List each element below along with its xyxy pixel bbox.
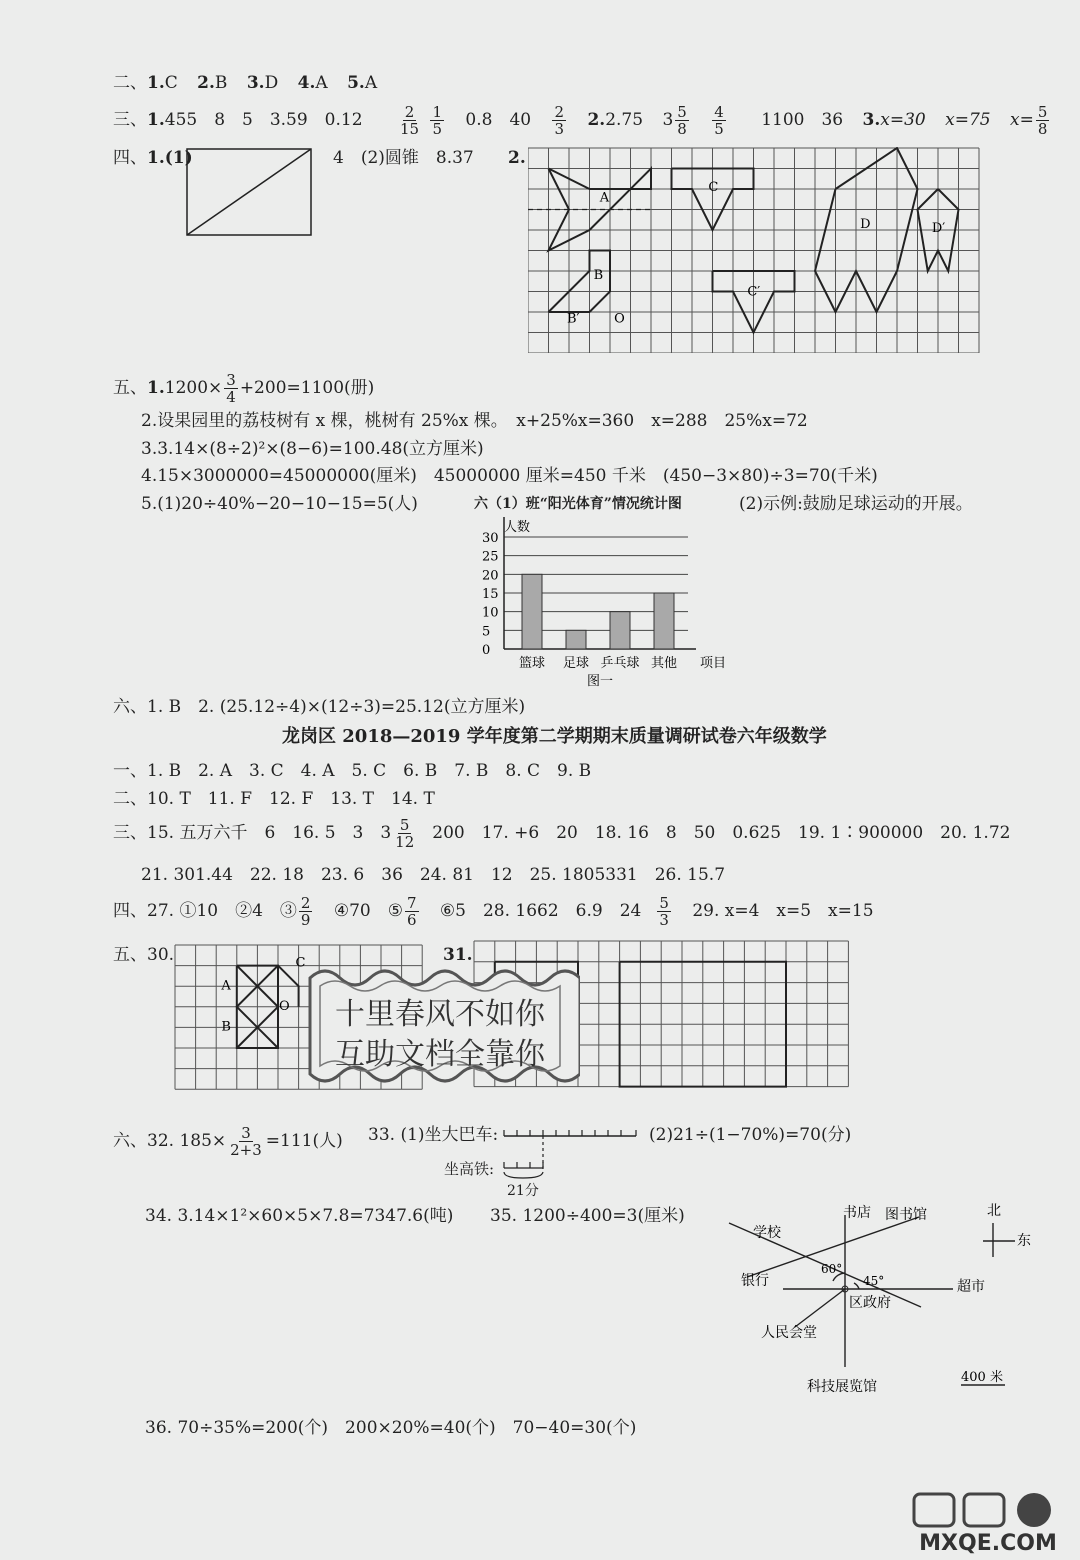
x-axis-label: 项目 (700, 656, 727, 671)
section-3-line (113, 102, 1051, 138)
answer: A (364, 73, 378, 93)
qnum: 2. (508, 148, 526, 168)
answer: 六、32. 185× (113, 1131, 227, 1151)
fraction: $\frac{2}{15}$ (399, 103, 420, 138)
answer: 3 (662, 110, 674, 130)
p2-row-5 (113, 892, 874, 930)
answer: 三、15. 五万六千 6 16. 5 3 3 (113, 823, 392, 843)
answer: ④70 ⑤ (333, 901, 403, 921)
section-label: 六、 (113, 697, 147, 717)
map-label-xuexiao: 学校 (753, 1225, 781, 1241)
answer: x=75 (945, 110, 991, 130)
qnum: 2. (587, 110, 606, 130)
y-tick-label: 30 (482, 531, 499, 546)
answer: x= (1010, 110, 1034, 130)
map-label-chaoshi: 超市 (957, 1279, 985, 1295)
label-30-O: O (279, 998, 290, 1014)
angle-45: 45° (863, 1274, 885, 1288)
section-5-line-3: 3.3.14×(8÷2)²×(8−6)=100.48(立方厘米) (141, 439, 484, 459)
expr: +200=1100(册) (239, 378, 375, 398)
answer: A (315, 73, 328, 93)
p2-row-8a: 34. 3.14×1²×60×5×7.8=7347.6(吨) (145, 1206, 454, 1226)
answer: 1100 36 (761, 110, 844, 130)
p2-row-2: 二、10. T 11. F 12. F 13. T 14. T (113, 789, 435, 809)
section-6-line (113, 696, 525, 718)
y-tick-label: 15 (482, 587, 499, 602)
answer: =111(人) (265, 1131, 343, 1151)
answer: 29. x=4 x=5 x=15 (692, 901, 874, 921)
y-tick-label: 10 (482, 605, 499, 621)
fraction: $\frac{2}{3}$ (554, 103, 565, 138)
bar (610, 612, 630, 649)
y-tick-label: 25 (482, 549, 499, 565)
bar (654, 593, 674, 649)
qnum: 1.(1) (147, 148, 193, 168)
label-B: B (593, 268, 604, 284)
p2-row-1: 一、1. B 2. A 3. C 4. A 5. C 6. B 7. B 8. C 9. B (113, 761, 592, 781)
section-label: 二、 (113, 73, 147, 93)
answer: ⑥5 28. 1662 6.9 24 (439, 901, 642, 921)
fraction: $\frac{1}{5}$ (432, 103, 442, 138)
chart-title: 六（1）班“阳光体育”情况统计图 (474, 496, 682, 512)
map-label-east: 东 (1017, 1233, 1031, 1249)
map-label-quzhengfu: 区政府 (849, 1295, 891, 1311)
section-4-line (113, 147, 193, 169)
label-Cp: C′ (747, 284, 761, 300)
bus-label: 33. (1)坐大巴车: (368, 1125, 499, 1145)
bar (566, 630, 586, 649)
fraction: $\frac{5}{8}$ (677, 103, 687, 138)
answer: 455 8 5 3.59 0.12 (164, 110, 363, 130)
site-logo (900, 1490, 1070, 1556)
section-5-line-4: 4.15×3000000=45000000(厘米) 45000000 厘米=450 千米 (450−3×80)÷3=70(千米) (141, 466, 878, 486)
fraction: $\frac{5}{8}$ (1037, 103, 1048, 138)
transformation-grid (528, 147, 988, 353)
y-axis-label: 人数 (504, 520, 531, 535)
p2-row-4: 21. 301.44 22. 18 23. 6 36 24. 81 12 25. 1805331 26. 15.7 (141, 865, 726, 885)
section-label: 四、 (113, 148, 147, 168)
exam-title: 龙岗区 2018—2019 学年度第二学期期末质量调研试卷六年级数学 (282, 726, 827, 747)
answer: 200 17. +6 20 18. 16 8 50 0.625 19. 1∶900000 20. 1.72 (432, 823, 1011, 843)
qnum: 1. (147, 110, 165, 130)
answer: x=30 (880, 110, 926, 130)
p2-row-3 (113, 815, 1010, 851)
section-5-line-1 (113, 370, 374, 406)
label-Dp: D′ (931, 221, 946, 237)
map-label-tushuguan: 图书馆 (885, 1207, 927, 1223)
label-Bp: B′ (566, 311, 580, 327)
fraction: $\frac{5}{12}$ (395, 816, 415, 851)
label-D: D (860, 216, 871, 232)
fraction: $\frac{7}{6}$ (406, 894, 417, 929)
qnum: 1. (147, 378, 165, 398)
p2-row-8b: 35. 1200÷400=3(厘米) (490, 1206, 685, 1226)
qnum: 3. (246, 73, 265, 93)
chart-caption: 图一 (586, 674, 614, 687)
section-2-line (113, 72, 377, 94)
answer: D (264, 73, 279, 93)
cone-answer: 4 (2)圆锥 8.37 (333, 148, 474, 168)
answer: B (214, 73, 228, 93)
expr: 1200× (164, 378, 223, 398)
answer: 1. B 2. (25.12÷4)×(12÷3)=25.12(立方厘米) (147, 697, 526, 717)
minutes-label: 21分 (507, 1183, 539, 1199)
label-A: A (599, 190, 610, 206)
y-tick-label: 5 (482, 624, 491, 640)
answer: C (164, 73, 178, 93)
label-30-A: A (221, 978, 231, 994)
label-C: C (708, 180, 719, 196)
qnum: 4. (297, 73, 316, 93)
qnum: 5. (347, 73, 365, 93)
x-tick-label: 足球 (562, 656, 590, 671)
bar (522, 574, 542, 649)
label-30-B: B (221, 1019, 231, 1035)
rectangle-diagonal-figure (186, 148, 312, 236)
stamp-line-2: 互助文档全靠你 (335, 1037, 545, 1072)
x-tick-label: 其他 (650, 656, 678, 671)
answer: 四、27. ①10 ②4 ③ (113, 901, 297, 921)
x-tick-label: 乒乓球 (600, 656, 640, 671)
p2-row-6: 五、30. (113, 945, 175, 965)
site-logo-text: MXQE.COM (919, 1531, 1057, 1556)
map-label-yinhang: 银行 (741, 1273, 769, 1289)
x-tick-label: 篮球 (518, 656, 546, 671)
y-tick-label: 20 (482, 568, 499, 584)
answer: 2.75 (605, 110, 644, 130)
fraction: $\frac{2}{9}$ (300, 894, 311, 929)
map-label-north: 北 (987, 1203, 1001, 1219)
y-tick-label: 0 (482, 643, 491, 658)
map-label-keji: 科技展览馆 (807, 1379, 877, 1395)
direction-map (725, 1195, 1045, 1405)
angle-60: 60° (821, 1262, 843, 1276)
section-5-line-5: 5.(1)20÷40%−20−10−15=5(人) (141, 494, 418, 514)
section-5-line-5b: (2)示例:鼓励足球运动的开展。 (739, 494, 973, 514)
p2-row-9: 36. 70÷35%=200(个) 200×20%=40(个) 70−40=30(个) (145, 1418, 637, 1438)
qnum: 2. (197, 73, 215, 93)
map-label-shudian: 书店 (843, 1205, 871, 1221)
fraction: $\frac{5}{3}$ (659, 894, 669, 929)
stamp-watermark (300, 960, 580, 1092)
ratio-answer: (2)21÷(1−70%)=70(分) (649, 1125, 852, 1145)
section-label: 三、 (113, 110, 147, 130)
fraction: $\frac{3}{2+3}$ (230, 1124, 262, 1159)
section-5-line-2: 2.设果园里的荔枝树有 x 棵，桃树有 25%x 棵。 x+25%x=360 x=288 25%x=72 (141, 411, 808, 431)
qnum: 3. (862, 110, 881, 130)
bar-chart (470, 512, 740, 687)
map-label-renmin: 人民会堂 (761, 1325, 817, 1341)
label-O: O (614, 311, 625, 327)
label-30-C: C (295, 955, 306, 971)
map-scale: 400 米 (961, 1370, 1003, 1385)
fraction: $\frac{4}{5}$ (714, 103, 724, 138)
section-label: 五、 (113, 378, 147, 398)
gaotie-label: 坐高铁: (444, 1160, 495, 1178)
stamp-line-1: 十里春风不如你 (335, 997, 545, 1032)
qnum: 1. (147, 73, 165, 93)
fraction: $\frac{3}{4}$ (226, 371, 236, 406)
answer: 0.8 40 (465, 110, 532, 130)
p2-row-7 (113, 1122, 343, 1160)
qnum: 31. (443, 945, 473, 965)
